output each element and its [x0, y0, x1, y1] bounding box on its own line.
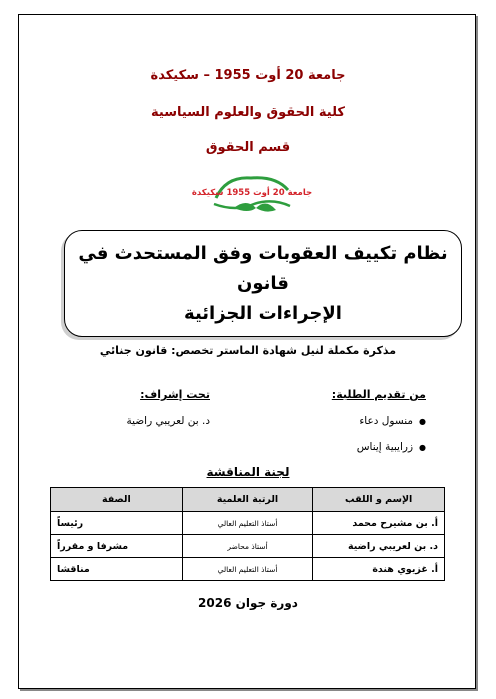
thesis-title-line-1: نظام تكييف العقوبات وفق المستحدث في قانون: [78, 242, 448, 294]
thesis-degree-note: مذكرة مكملة لنيل شهادة الماستر تخصص: قانون جنائي: [99, 344, 397, 357]
member-name: أ. غزيوي هندة: [313, 558, 445, 581]
thesis-title: [77, 239, 449, 329]
table-row: [51, 535, 445, 558]
university-name: جامعة 20 أوت 1955 – سكيكدة: [150, 68, 346, 83]
student-name: منسول دعاء: [359, 415, 414, 427]
member-rank: أستاذ التعليم العالي: [182, 558, 313, 581]
committee-table: [50, 487, 445, 581]
member-rank: أستاذ التعليم العالي: [182, 512, 313, 535]
member-rank: أستاذ محاضر: [182, 535, 313, 558]
department-name: قسم الحقوق: [205, 140, 291, 155]
supervisor-heading: تحت إشراف:: [140, 388, 210, 401]
member-role: مشرفا و مقرراً: [51, 535, 183, 558]
student-name: زرايبية إيناس: [356, 441, 414, 453]
student-item: [286, 441, 426, 453]
students-block: [286, 388, 426, 453]
thesis-title-line-2: الإجراءات الجزائية: [184, 302, 342, 324]
faculty-name: كلية الحقوق والعلوم السياسية: [151, 105, 345, 120]
member-role: مناقشا: [51, 558, 183, 581]
member-role: رئيساً: [51, 512, 183, 535]
university-logo: [191, 168, 313, 216]
students-heading: من تقديم الطلبة:: [331, 388, 426, 401]
student-item: [286, 415, 426, 427]
column-header-role: الصفة: [51, 488, 183, 512]
supervisor-name: د. بن لعريبي راضية: [126, 415, 210, 427]
member-name: د. بن لعريبي راضية: [313, 535, 445, 558]
column-header-name: الإسم و اللقب: [313, 488, 445, 512]
table-row: [51, 512, 445, 535]
bullet-icon: ●: [419, 442, 426, 452]
supervisor-block: [60, 388, 210, 427]
table-header-row: [51, 488, 445, 512]
bullet-icon: ●: [419, 416, 426, 426]
thesis-title-box: [64, 230, 462, 337]
column-header-rank: الرتبة العلمية: [182, 488, 313, 512]
committee-title: لجنة المناقشة: [206, 465, 290, 479]
table-row: [51, 558, 445, 581]
member-name: أ. بن مشيرح محمد: [313, 512, 445, 535]
session-label: دورة جوان 2026: [198, 596, 298, 610]
logo-lettering: جامعة 20 أوت 1955 سكيكدة: [191, 188, 313, 198]
